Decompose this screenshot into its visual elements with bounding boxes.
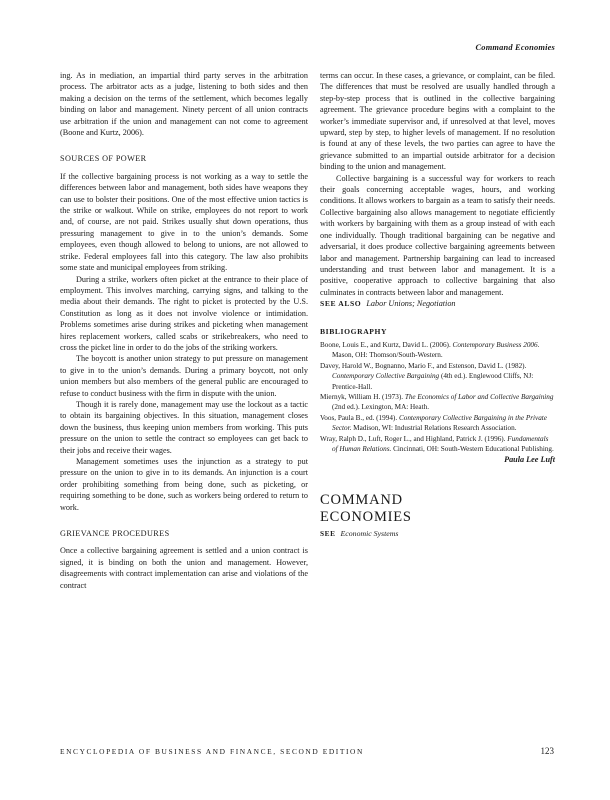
see-also-label: SEE ALSO [320, 299, 362, 309]
entry-see-link[interactable]: Economic Systems [340, 528, 399, 538]
right-column [320, 70, 555, 539]
paragraph: Though it is rarely done, management may use the lockout as a tactic to obtain its bargaining objectives. In this situation, management closes down the business, thus keeping union members from working. This puts pressure on the union to settle the contract so employees can get back to their jobs and receive their wages. [60, 399, 308, 455]
bibliography-entry: Wray, Ralph D., Luft, Roger L., and Highland, Patrick J. (1996). Fundamentals of Human Relations. Cincinnati, OH: South-Western Educational Publishing. [320, 434, 554, 453]
paragraph: During a strike, workers often picket at the entrance to their place of employment. This involves marching, carrying signs, and talking to the media about their demands. The right to picket is protected by the U.S. Constitution as long as it does not involve violence or intimidation. Problems sometimes arise during strikes and picketing when management hires replacement workers, called scabs or strikebreakers, who need to cross the picket line in order to do the jobs of the striking workers. [60, 274, 308, 352]
paragraph: The boycott is another union strategy to put pressure on management to give in to the union’s demands. During a primary boycott, not only union members but also members of the general public are encouraged to refuse to conduct business with the firm in dispute with the union. [60, 354, 308, 398]
see-also-links[interactable]: Labor Unions; Negotiation [366, 299, 456, 309]
section-heading-sources-of-power: SOURCES OF POWER [60, 154, 147, 164]
entry-title-line: COMMAND [320, 491, 403, 508]
bibliography-entry: Boone, Louis E., and Kurtz, David L. (2006). Contemporary Business 2006. Mason, OH: Thomson/South-Western. [320, 340, 540, 360]
bibliography-entry: Davey, Harold W., Bognanno, Mario F., and Estenson, David L. (1982). Contemporary Collective Bargaining (4th ed.). Englewood Cliffs, NJ: Prentice-Hall. [320, 361, 534, 391]
section-heading-grievance-procedures: GRIEVANCE PROCEDURES [60, 529, 170, 539]
entry-title-line: ECONOMIES [320, 508, 412, 525]
paragraph: terms can occur. In these cases, a grievance, or complaint, can be filed. The differences that must be resolved are usually handled through a step-by-step process that is outlined in the collective bargaining agreement. The grievance procedure begins with a complaint to the worker’s immediate supervisor and, if unresolved at that level, moves upward, step by step, to higher levels of management. If no resolution is found at any of these levels, the two parties can agree to have the grievance submitted to an impartial outside arbitrator for a decision binding to the union and management. [320, 71, 555, 172]
intro-paragraph: ing. As in mediation, an impartial third party serves in the arbitration process. The arbitrator acts as a judge, listening to both sides and then making a decision on the terms of the settlement, which becomes legally binding on labor and management. Ninety percent of all union contracts use arbitration if the union and management can not come to agreement (Boone and Kurtz, 2006). [60, 71, 308, 138]
bibliography-heading: BIBLIOGRAPHY [320, 326, 388, 336]
paragraph: Collective bargaining is a successful way for workers to reach their goals concerning acceptable wages, hours, and working conditions. It allows workers to bargain as a team to satisfy their needs. Collective bargaining also allows management to negotiate efficiently with workers by bargaining with them as a group instead of with each one individually. Though traditional bargaining can be negative and adversarial, it does produce collective bargaining agreements between labor and management. Partnership bargaining can lead to increased understanding and trust between labor and management. It is a positive, cooperative approach to collective bargaining that also culminates in contracts between labor and management. [320, 173, 555, 297]
footer-publication: ENCYCLOPEDIA OF BUSINESS AND FINANCE, SECOND EDITION [60, 747, 364, 756]
paragraph: Management sometimes uses the injunction as a strategy to put pressure on the union to give in to its demands. An injunction is a court order prohibiting something from being done, such as picketing, or requiring something to be done, such as workers being ordered to return to work. [60, 457, 308, 512]
see-also [320, 298, 555, 309]
running-head: Command Economies [475, 43, 555, 52]
entry-see-label: SEE [320, 528, 336, 538]
paragraph: Once a collective bargaining agreement is settled and a union contract is signed, it is binding on both the union and management. However, disagreements with contract implementation can arise and violations of the contract [60, 546, 308, 590]
bibliography-entry: Voos, Paula B., ed. (1994). Contemporary Collective Bargaining in the Private Sector. Madison, WI: Industrial Relations Research Association. [320, 413, 547, 433]
page-number: 123 [540, 746, 554, 756]
entry-title [320, 492, 555, 526]
entry-cross-reference [320, 528, 555, 539]
article-author: Paula Lee Luft [504, 455, 555, 465]
bibliography-entry: Miernyk, William H. (1973). The Economics of Labor and Collective Bargaining (2nd ed.). Lexington, MA: Heath. [320, 392, 554, 412]
paragraph: If the collective bargaining process is not working as a way to settle the differences between labor and management, both sides have weapons they can use to bolster their positions. One of the most effective union tactics is the strike or walkout. While on strike, employees do not report to work and, of course, are not paid. Strikes usually shut down operations, thus pressuring management to give in to the union’s demands. Some employees, even though allowed to belong to unions, are not allowed to strike. Federal employees fall into this category. The law also prohibits some state and municipal employees from striking. [60, 171, 308, 273]
bibliography-list [320, 340, 555, 454]
left-column [60, 70, 308, 591]
